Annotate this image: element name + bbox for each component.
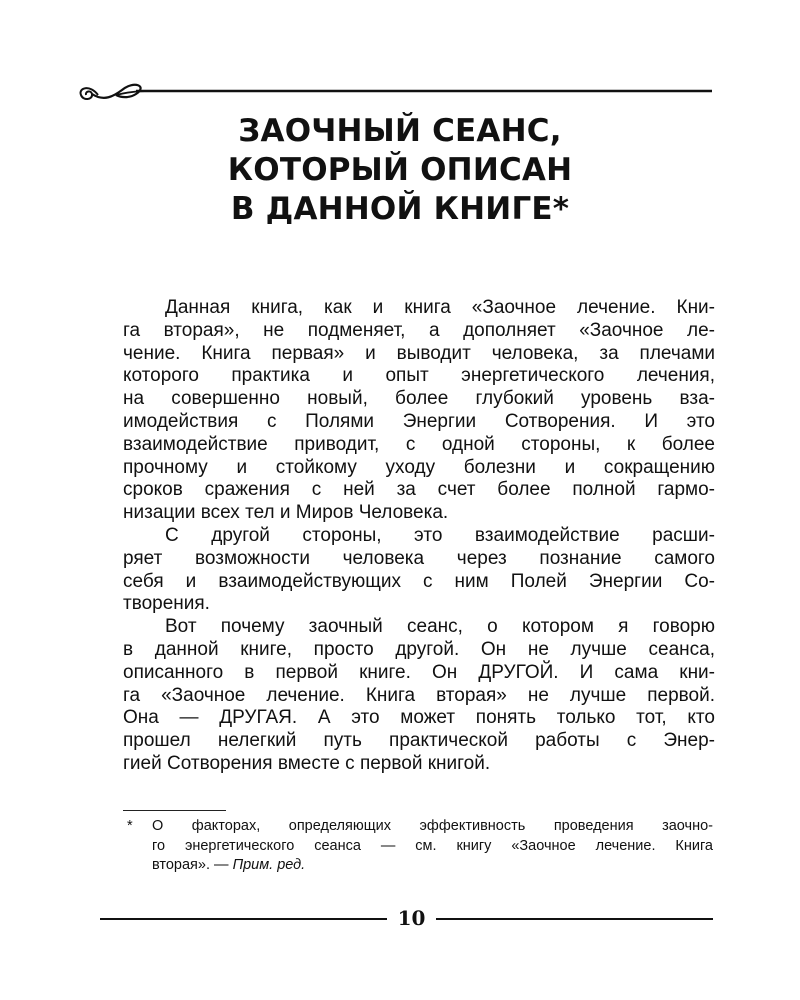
paragraph-line: ряет возможности человека через познание самого (123, 547, 715, 569)
paragraph-line: га вторая», не подменяет, а дополняет «Заочное ле- (123, 319, 715, 341)
page-title (100, 112, 700, 229)
paragraph-line: взаимодействие приводит, с одной стороны, к более (123, 433, 715, 455)
paragraph-line: которого практика и опыт энергетического лечения, (123, 365, 715, 387)
footnote-line-text: вторая». — (152, 857, 229, 873)
paragraph-line: описанного в первой книге. Он ДРУГОЙ. И сама кни- (123, 661, 715, 683)
body-text (123, 297, 715, 776)
footer-rule-right (436, 918, 713, 920)
paragraph-line: Она — ДРУГАЯ. А это может понять только тот, кто (123, 707, 715, 729)
paragraph-line: себя и взаимодействующих с ним Полей Энергии Со- (123, 570, 715, 592)
title-line-1: ЗАОЧНЫЙ СЕАНС, (238, 113, 562, 149)
paragraph-line: прочному и стойкому уходу болезни и сокращению (123, 456, 715, 478)
paragraph-line: сроков сражения с ней за счет более полной гармо- (123, 479, 715, 501)
paragraph-line: гией Сотворения вместе с первой книгой. (123, 752, 491, 774)
header-ornament (76, 80, 716, 108)
footnote-separator (123, 810, 226, 811)
editor-note: Прим. ред. (232, 857, 306, 873)
paragraph-line: чение. Книга первая» и выводит человека, за плечами (123, 342, 715, 364)
paragraph-line: в данной книге, просто другой. Он не лучше сеанса, (123, 638, 715, 660)
paragraph-line: низации всех тел и Миров Человека. (123, 502, 449, 524)
paragraph-line: га «Заочное лечение. Книга вторая» не лучше первой. (123, 684, 715, 706)
footer-rule-left (100, 918, 387, 920)
paragraph-line: на совершенно новый, более глубокий уровень вза- (123, 388, 715, 410)
paragraph-line: Вот почему заочный сеанс, о котором я говорю (165, 616, 715, 638)
paragraph-line: прошел нелегкий путь практической работы с Энер- (123, 730, 715, 752)
footnote-text (152, 817, 713, 876)
footnote-line (152, 856, 713, 876)
footnote-line: О факторах, определяющих эффективность проведения заочно- (152, 818, 713, 834)
title-line-3: В ДАННОЙ КНИГЕ* (230, 191, 570, 227)
paragraph-line: Данная книга, как и книга «Заочное лечение. Кни- (165, 297, 715, 318)
paragraph-line: творения. (123, 593, 210, 615)
title-line-2: КОТОРЫЙ ОПИСАН (227, 152, 573, 188)
paragraph-line: имодействия с Полями Энергии Сотворения. И это (123, 410, 715, 432)
paragraph-line: С другой стороны, это взаимодействие расши- (165, 524, 715, 546)
footnote-line: го энергетического сеанса — см. книгу «Заочное лечение. Книга (152, 837, 713, 854)
page-number: 10 (397, 906, 426, 930)
footnote-mark: * (127, 818, 133, 834)
